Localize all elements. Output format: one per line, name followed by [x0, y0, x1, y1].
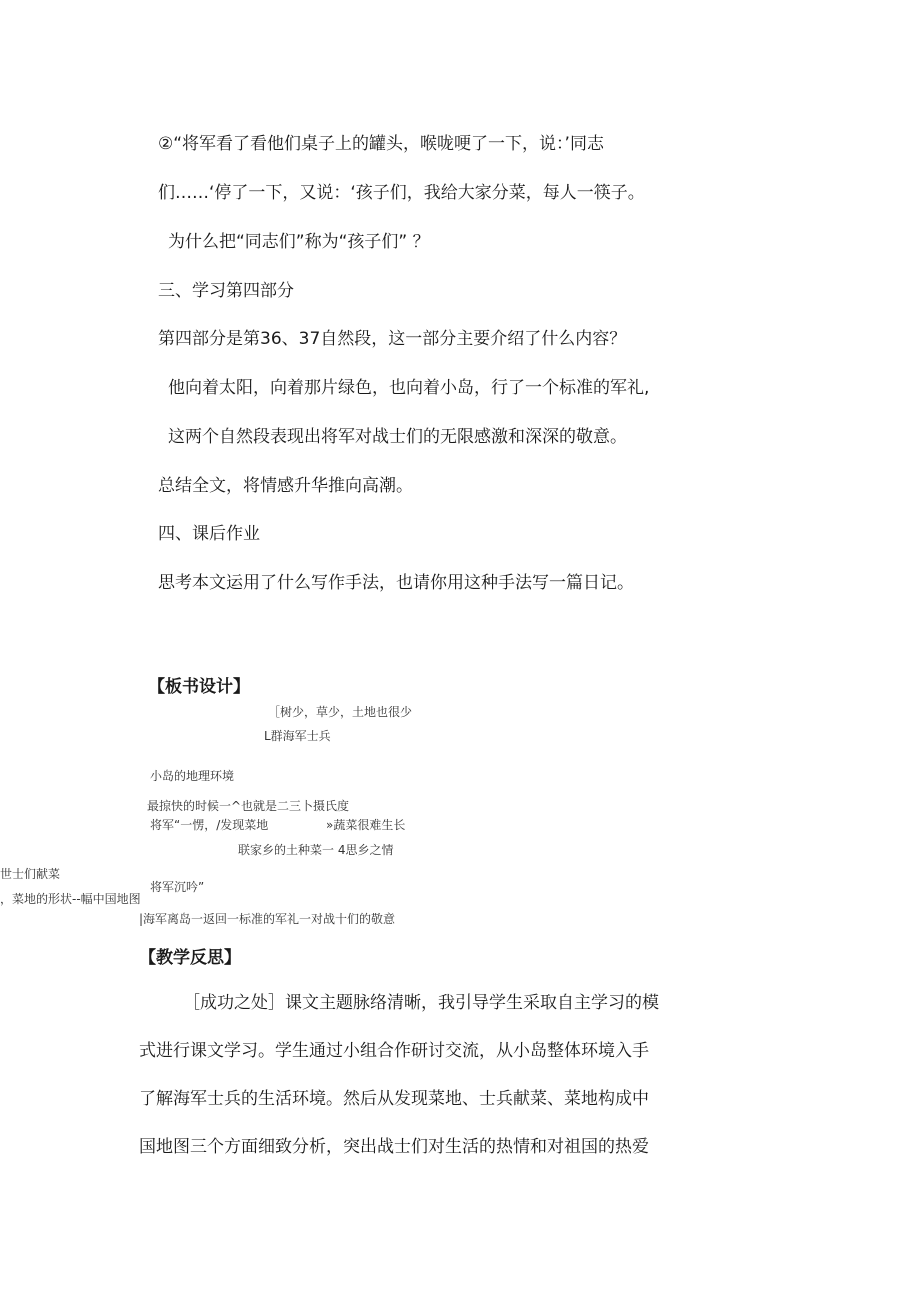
- reflection-line: ［成功之处］课文主题脉络清晰，我引导学生采取自主学习的模: [183, 993, 659, 1013]
- board-item: 联家乡的土种菜一 4思乡之情: [238, 843, 394, 857]
- text-line: 们……‘停了一下，又说：‘孩子们，我给大家分菜，每人一筷子。: [158, 183, 645, 203]
- reflection-line: 国地图三个方面细致分析，突出战士们对生活的热情和对祖国的热爱: [139, 1137, 649, 1157]
- board-item: |海军离岛一返回一标准的军礼一对战十们的敬意: [139, 912, 396, 926]
- board-item: 将军沉吟”: [150, 880, 205, 894]
- board-item: L群海军士兵: [264, 729, 331, 743]
- teaching-reflection-heading: 【教学反思】: [139, 948, 241, 968]
- text-line: 思考本文运用了什么写作手法，也请你用这种手法写一篇日记。: [158, 573, 634, 593]
- board-item: ，菜地的形状--幅中国地图: [0, 892, 141, 906]
- text-line: 这两个自然段表现出将军对战士们的无限感激和深深的敬意。: [168, 427, 627, 447]
- board-item: 将军“一愣，/发现菜地: [150, 818, 269, 832]
- board-item: 小岛的地理环境: [150, 769, 235, 783]
- board-item: »蔬菜很难生长: [326, 818, 406, 832]
- text-line: 第四部分是第36、37自然段，这一部分主要介绍了什么内容？: [158, 329, 627, 349]
- text-line: 总结全文，将情感升华推向高潮。: [158, 476, 413, 496]
- board-design-heading: 【板书设计】: [148, 677, 250, 697]
- text-line: 他向着太阳，向着那片绿色，也向着小岛，行了一个标准的军礼,: [168, 378, 650, 398]
- board-item: 世士们献菜: [0, 867, 61, 881]
- section-heading: 四、课后作业: [158, 524, 260, 544]
- reflection-line: 了解海军士兵的生活环境。然后从发现菜地、士兵献菜、菜地构成中: [139, 1089, 649, 1109]
- board-item: ［树少，草少，土地也很少: [268, 705, 413, 719]
- section-heading: 三、学习第四部分: [158, 281, 294, 301]
- question-line: 为什么把“同志们”称为“孩子们” ？: [168, 232, 430, 252]
- board-item: 最掠快的时候一^也就是二三卜摄氏度: [147, 799, 350, 813]
- text-line: ②“将军看了看他们桌子上的罐头，喉咙哽了一下，说：’同志: [158, 134, 604, 154]
- reflection-line: 式进行课文学习。学生通过小组合作研讨交流，从小岛整体环境入手: [139, 1041, 649, 1061]
